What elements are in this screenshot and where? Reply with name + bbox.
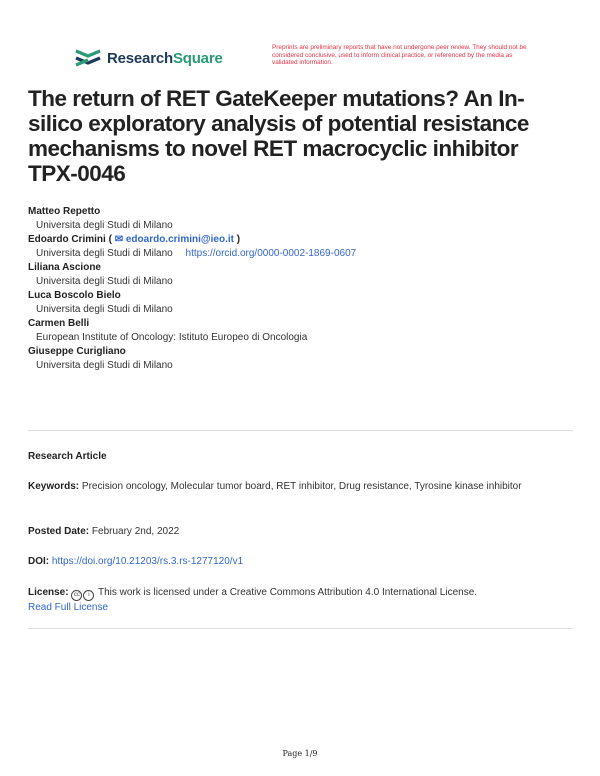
logo-text-square: Square <box>172 49 223 67</box>
author-affiliation: Universita degli Studi di Milano <box>36 220 173 231</box>
author-entry <box>28 262 578 290</box>
author-entry <box>28 346 578 374</box>
author-entry <box>28 234 578 262</box>
attribution-icon: i <box>83 590 94 601</box>
article-type <box>28 450 573 464</box>
doi-link[interactable]: https://doi.org/10.21203/rs.3.rs-1277120/v1 <box>51 556 244 567</box>
author-entry <box>28 206 578 234</box>
author-affiliation-row <box>28 248 578 262</box>
author-entry <box>28 318 578 346</box>
keywords-text: Precision oncology, Molecular tumor board, RET inhibitor, Drug resistance, Tyrosine kinase inhibitor <box>81 481 522 492</box>
author-affiliation: Universita degli Studi di Milano <box>36 304 173 315</box>
doi-label: DOI: <box>28 556 50 567</box>
author-entry <box>28 290 578 318</box>
author-name-row <box>28 234 578 248</box>
logo-text <box>107 50 223 67</box>
email-icon: ✉ <box>114 234 124 245</box>
keywords-section <box>28 480 573 494</box>
author-affiliation: European Institute of Oncology: Istituto Europeo di Oncologia <box>36 332 308 343</box>
paper-title: The return of RET GateKeeper mutations? An In-silico exploratory analysis of potential resistance mechanisms to novel RET macrocyclic inhibitor TPX-0046 <box>28 86 529 186</box>
divider-bottom <box>28 628 573 629</box>
author-name: Liliana Ascione <box>28 262 101 273</box>
close-paren: ) <box>233 234 241 245</box>
author-affiliation: Universita degli Studi di Milano <box>36 276 173 287</box>
posted-date-section <box>28 525 573 539</box>
read-full-license-link[interactable]: Read Full License <box>28 602 109 613</box>
divider-top <box>28 430 573 431</box>
author-affiliation: Universita degli Studi di Milano <box>36 360 173 371</box>
cc-icon: cc <box>71 590 82 601</box>
posted-date-value: February 2nd, 2022 <box>91 526 180 537</box>
open-paren: ( <box>108 234 115 245</box>
license-section <box>28 586 573 615</box>
license-label: License: <box>28 587 69 598</box>
author-list <box>28 206 578 374</box>
author-email-link[interactable]: edoardo.crimini@ieo.it <box>125 234 234 245</box>
page-number: Page 1/9 <box>282 749 318 758</box>
posted-date-label: Posted Date: <box>28 526 90 537</box>
author-name: Carmen Belli <box>28 318 90 329</box>
author-name: Matteo Repetto <box>28 206 101 217</box>
author-name: Giuseppe Curigliano <box>28 346 126 357</box>
keywords-label: Keywords: <box>28 481 80 492</box>
research-square-logo-icon <box>75 47 101 69</box>
article-type-label: Research Article <box>28 451 107 462</box>
license-text: This work is licensed under a Creative Commons Attribution 4.0 International License. <box>97 587 478 598</box>
research-square-logo <box>75 47 223 69</box>
author-name: Edoardo Crimini <box>28 234 106 245</box>
orcid-link[interactable]: https://orcid.org/0000-0002-1869-0607 <box>185 248 357 259</box>
logo-text-research: Research <box>107 49 173 67</box>
doi-section <box>28 555 573 569</box>
author-name: Luca Boscolo Bielo <box>28 290 121 301</box>
preprint-notice: Preprints are preliminary reports that have not undergone peer review. They should not be considered conclusive, used to inform clinical practice, or referenced by the media as validated information. <box>272 44 527 67</box>
author-affiliation: Universita degli Studi di Milano <box>36 248 173 259</box>
